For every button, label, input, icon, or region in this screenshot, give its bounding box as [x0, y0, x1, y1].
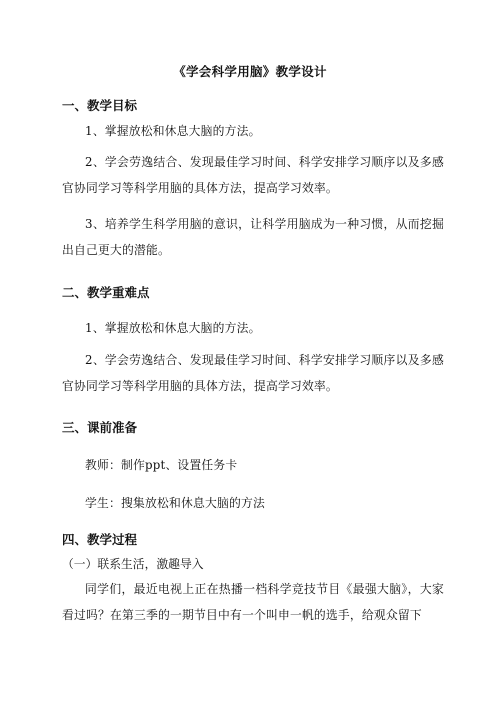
preparation-teacher: 教师：制作ppt、设置任务卡 — [85, 458, 238, 472]
section-heading-goals: 一、教学目标 — [62, 98, 138, 113]
section-heading-process: 四、教学过程 — [62, 532, 138, 547]
key-point-item-1: 1、掌握放松和休息大脑的方法。 — [85, 321, 261, 335]
process-paragraph: 同学们，最近电视上正在热播一档科学竞技节目《最强大脑》，大家看过吗？在第三季的一期节目中有一个叫申一帆的选手，给观众留下 — [62, 582, 444, 622]
process-subheading: （一）联系生活，激趣导入 — [62, 557, 204, 571]
document-title: 《学会科学用脑》教学设计 — [173, 64, 327, 79]
section-heading-preparation: 三、课前准备 — [62, 420, 138, 435]
preparation-student: 学生：搜集放松和休息大脑的方法 — [85, 496, 265, 510]
goal-item-2: 2、学会劳逸结合、发现最佳学习时间、科学安排学习顺序以及多感官协同学习等科学用脑的具体方法，提高学习效率。 — [62, 155, 444, 195]
goal-item-3: 3、培养学生科学用脑的意识，让科学用脑成为一种习惯，从而挖掘出自己更大的潜能。 — [62, 217, 444, 257]
key-point-item-2: 2、学会劳逸结合、发现最佳学习时间、科学安排学习顺序以及多感官协同学习等科学用脑的具体方法，提高学习效率。 — [62, 353, 444, 393]
goal-item-1: 1、掌握放松和休息大脑的方法。 — [85, 124, 261, 138]
section-heading-key-points: 二、教学重难点 — [62, 285, 150, 300]
